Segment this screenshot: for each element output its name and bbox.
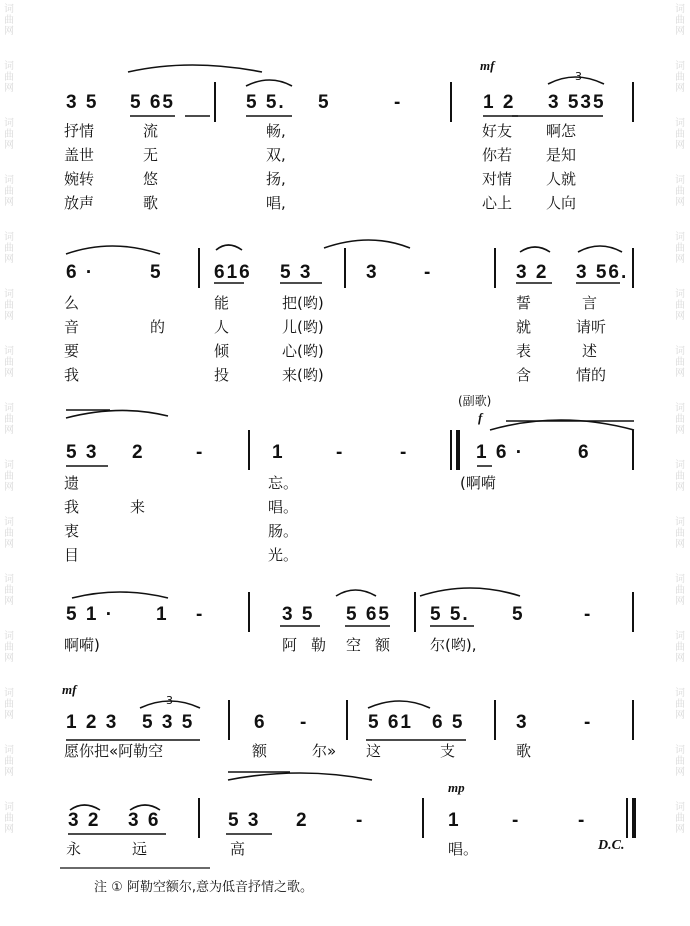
- lyric: 投: [214, 366, 230, 384]
- dynamic-mf: mf: [62, 682, 77, 697]
- final-barline: [626, 798, 628, 838]
- repeat-barline-thick: [456, 430, 460, 470]
- lyric: 目: [64, 546, 80, 564]
- watermark-text: 词曲网: [675, 517, 685, 550]
- watermark-text: 词曲网: [4, 574, 14, 607]
- barline: [198, 248, 200, 288]
- note-group: 616: [214, 262, 252, 283]
- watermark-text: 词曲网: [675, 175, 685, 208]
- slur: [228, 773, 372, 780]
- lyric: 人向: [546, 194, 577, 212]
- slur: [324, 240, 410, 248]
- footnote: 注 ① 阿勒空额尔,意为低音抒情之歌。: [94, 880, 314, 895]
- barline: [214, 82, 216, 122]
- note-group: 5 3: [228, 810, 261, 831]
- lyric: 尔(哟),: [430, 636, 477, 654]
- lyric: 含: [516, 366, 532, 384]
- lyric: 请听: [576, 318, 607, 336]
- lyric: 无: [143, 146, 159, 164]
- watermark-text: 词曲网: [4, 175, 14, 208]
- lyric: 唱。: [268, 498, 299, 516]
- note-group: 5 3 5: [142, 712, 195, 733]
- lyric: 心(哟): [282, 342, 324, 360]
- lyric: 人: [214, 318, 230, 336]
- slur: [368, 701, 430, 708]
- note-group: 6: [254, 712, 267, 733]
- lyric: 双,: [266, 146, 286, 164]
- note-group: -: [336, 442, 345, 463]
- note-group: 5 5.: [246, 92, 286, 113]
- barline: [494, 700, 496, 740]
- note-group: -: [356, 810, 365, 831]
- watermark-text: 词曲网: [675, 745, 685, 778]
- note-group: 6 ·: [66, 262, 95, 283]
- lyric: 倾: [214, 342, 230, 360]
- lyric: 是知: [546, 146, 577, 164]
- slur: [66, 246, 160, 254]
- lyric: (啊嗬: [460, 474, 496, 492]
- lyric: 来(哟): [282, 366, 324, 384]
- slur: [216, 245, 242, 250]
- barline: [632, 700, 634, 740]
- lyric: 啊怎: [546, 122, 577, 140]
- note-group: 5: [318, 92, 331, 113]
- lyric: 歌: [143, 194, 159, 212]
- note-group: 5: [512, 604, 525, 625]
- lyric: 誓: [516, 294, 532, 312]
- note-group: 5 65: [130, 92, 175, 113]
- lyric: 光。: [268, 546, 299, 564]
- watermark-text: 词曲网: [675, 802, 685, 835]
- dynamic-f: f: [478, 410, 483, 425]
- watermark-text: 词曲网: [675, 460, 685, 493]
- note-group: 3 56.: [576, 262, 629, 283]
- dynamic-mf: mf: [480, 58, 495, 73]
- triplet-mark: 3: [575, 70, 582, 83]
- slur: [420, 588, 520, 596]
- slur: [66, 410, 168, 418]
- lyric: 愿你把«阿勒空: [64, 742, 164, 760]
- barline: [248, 592, 250, 632]
- barline: [198, 798, 200, 838]
- lyric: 唱,: [266, 194, 286, 212]
- watermark-text: 词曲网: [4, 61, 14, 94]
- watermark-text: 词曲网: [4, 346, 14, 379]
- watermark-text: 词曲网: [4, 631, 14, 664]
- barline: [632, 592, 634, 632]
- watermark-text: 词曲网: [4, 460, 14, 493]
- note-group: 1 2: [483, 92, 516, 113]
- note-group: -: [578, 810, 587, 831]
- lyric: 言: [582, 294, 598, 312]
- lyric: 我: [64, 366, 80, 384]
- slur: [246, 80, 292, 86]
- triplet-mark: 3: [166, 694, 173, 707]
- watermark-text: 词曲网: [4, 232, 14, 265]
- watermark-text: 词曲网: [675, 688, 685, 721]
- note-group: 3 2: [516, 262, 549, 283]
- lyric: 阿勒: [282, 636, 341, 654]
- watermark-text: 词曲网: [675, 4, 685, 37]
- slur: [336, 590, 376, 596]
- note-group: 3: [516, 712, 529, 733]
- watermark-text: 词曲网: [4, 745, 14, 778]
- dynamic-mp: mp: [448, 780, 465, 795]
- lyric: 盖世: [64, 146, 95, 164]
- note-group: 2: [296, 810, 309, 831]
- final-barline-thick: [632, 798, 636, 838]
- note-group: 3 5: [66, 92, 99, 113]
- note-group: 1 2 3: [66, 712, 119, 733]
- note-group: -: [196, 442, 205, 463]
- lyric: 情的: [576, 366, 607, 384]
- lyric: 你若: [482, 146, 513, 164]
- slur: [72, 592, 168, 598]
- note-group: 6 5: [432, 712, 465, 733]
- lyric: 么: [64, 294, 80, 312]
- slur: [578, 246, 622, 252]
- lyric: 高: [230, 840, 246, 858]
- note-group: -: [300, 712, 309, 733]
- note-group: 5 3: [280, 262, 313, 283]
- note-group: -: [424, 262, 433, 283]
- lyric: 的: [150, 318, 166, 336]
- lyric: 啊嗬): [64, 636, 100, 654]
- watermark-text: 词曲网: [675, 403, 685, 436]
- lyric: 远: [132, 840, 148, 858]
- lyric: 婉转: [64, 170, 95, 188]
- lyric: 把(哟): [282, 294, 324, 312]
- lyric: 这: [366, 742, 382, 760]
- lyric: 遗: [64, 474, 80, 492]
- watermark-text: 词曲网: [4, 517, 14, 550]
- note-group: 5 1 ·: [66, 604, 115, 625]
- watermark-text: 词曲网: [675, 232, 685, 265]
- watermark-text: 词曲网: [4, 403, 14, 436]
- lyric: 抒情: [64, 122, 95, 140]
- note-group: -: [584, 712, 593, 733]
- lyric: 悠: [143, 170, 159, 188]
- lyric: 就: [516, 318, 532, 336]
- lyric: 要: [64, 342, 80, 360]
- lyric: 肠。: [268, 522, 299, 540]
- barline: [450, 82, 452, 122]
- watermark-text: 词曲网: [675, 346, 685, 379]
- note-group: -: [394, 92, 403, 113]
- watermark-text: 词曲网: [675, 574, 685, 607]
- note-group: 3 5: [282, 604, 315, 625]
- watermark-text: 词曲网: [4, 688, 14, 721]
- barline: [248, 430, 250, 470]
- da-capo-mark: D.C.: [598, 838, 625, 853]
- watermark-text: 词曲网: [4, 802, 14, 835]
- watermark-text: 词曲网: [675, 61, 685, 94]
- lyric: 心上: [482, 194, 513, 212]
- lyric: 流: [143, 122, 159, 140]
- lyric: 儿(哟): [282, 318, 324, 336]
- lyric: 忘。: [268, 474, 299, 492]
- lyric: 好友: [482, 122, 513, 140]
- barline: [632, 82, 634, 122]
- note-group: -: [512, 810, 521, 831]
- lyric: 述: [582, 342, 598, 360]
- slur: [128, 65, 262, 72]
- barline: [344, 248, 346, 288]
- section-label: (副歌): [458, 394, 492, 408]
- lyric: 衷: [64, 522, 80, 540]
- barline: [228, 700, 230, 740]
- lyric: 额: [252, 742, 268, 760]
- lyric: 永: [66, 840, 82, 858]
- watermark-text: 词曲网: [4, 4, 14, 37]
- note-group: 5 3: [66, 442, 99, 463]
- barline: [422, 798, 424, 838]
- note-group: 6: [578, 442, 591, 463]
- watermark-text: 词曲网: [4, 289, 14, 322]
- lyric: 来: [130, 498, 146, 516]
- watermark-text: 词曲网: [675, 118, 685, 151]
- barline: [346, 700, 348, 740]
- note-group: 3 535: [548, 92, 606, 113]
- lyric: 表: [516, 342, 532, 360]
- note-group: 5 61: [368, 712, 413, 733]
- barline: [414, 592, 416, 632]
- lyric: 放声: [64, 194, 95, 212]
- note-group: 3 6: [128, 810, 161, 831]
- note-group: 1: [156, 604, 169, 625]
- watermark-text: 词曲网: [675, 631, 685, 664]
- note-group: 1: [272, 442, 285, 463]
- lyric: 能: [214, 294, 230, 312]
- lyric: 歌: [516, 742, 532, 760]
- slur: [520, 247, 550, 252]
- note-group: 3: [366, 262, 379, 283]
- note-group: 1: [448, 810, 461, 831]
- barline: [632, 430, 634, 470]
- lyric: 对情: [482, 170, 513, 188]
- watermark-text: 词曲网: [4, 118, 14, 151]
- watermark-text: 词曲网: [675, 289, 685, 322]
- note-group: -: [400, 442, 409, 463]
- note-group: 5: [150, 262, 163, 283]
- lyric: 畅,: [266, 122, 286, 140]
- note-group: 5 65: [346, 604, 391, 625]
- repeat-barline: [450, 430, 452, 470]
- lyric: 支: [440, 742, 456, 760]
- note-group: -: [196, 604, 205, 625]
- lyric: 扬,: [266, 170, 286, 188]
- lyric: 尔»: [312, 742, 337, 760]
- note-group: 3 2: [68, 810, 101, 831]
- note-group: 2: [132, 442, 145, 463]
- note-group: 1 6 ·: [476, 442, 525, 463]
- barline: [494, 248, 496, 288]
- lyric: 空额: [346, 636, 405, 654]
- lyric: 我: [64, 498, 80, 516]
- note-group: 5 5.: [430, 604, 470, 625]
- note-group: -: [584, 604, 593, 625]
- lyric: 唱。: [448, 840, 479, 858]
- barline: [632, 248, 634, 288]
- lyric: 人就: [546, 170, 577, 188]
- lyric: 音: [64, 318, 80, 336]
